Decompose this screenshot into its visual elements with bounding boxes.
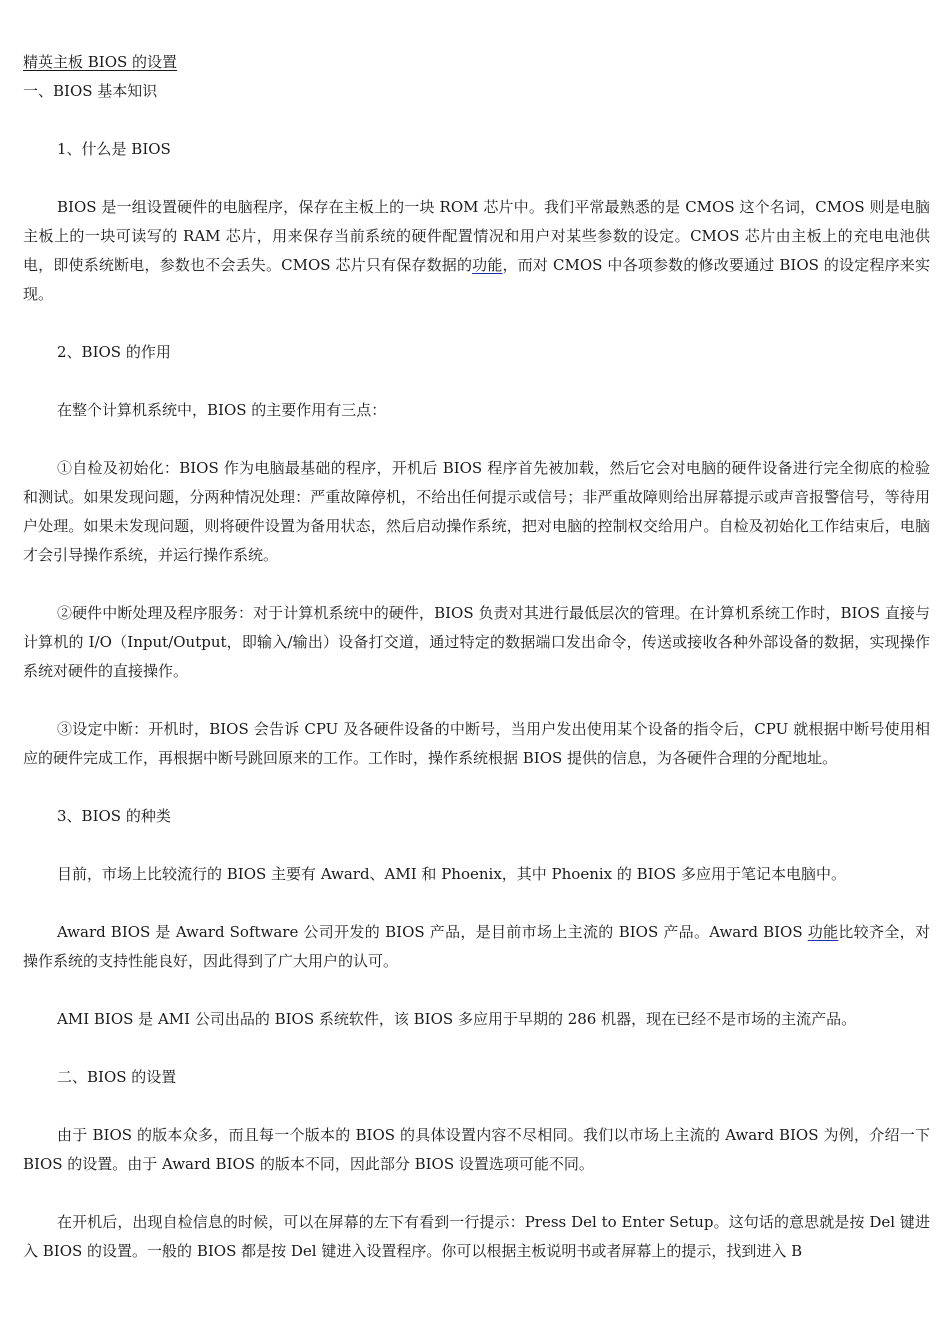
section-heading-basics: 一、BIOS 基本知识 [23, 82, 158, 100]
paragraph-ami-bios: AMI BIOS 是 AMI 公司出品的 BIOS 系统软件，该 BIOS 多应用于早期的 286 机器，现在已经不是市场的主流产品。 [57, 1010, 857, 1028]
spacer [23, 686, 930, 715]
spacer [23, 1092, 930, 1121]
spacer [23, 1179, 930, 1208]
spacer [23, 889, 930, 918]
spacer [23, 367, 930, 396]
spacer [23, 164, 930, 193]
spacer [23, 976, 930, 1005]
function-link[interactable]: 功能 [472, 256, 503, 274]
spacer [23, 309, 930, 338]
paragraph-set-interrupts: ③设定中断：开机时，BIOS 会告诉 CPU 及各硬件设备的中断号，当用户发出使用某个设备的指令后，CPU 就根据中断号使用相应的硬件完成工作，再根据中断号跳回原来的工作。工作时，操作系统根据 BIOS 提供的信息，为各硬件合理的分配地址。 [23, 720, 930, 767]
spacer [23, 1034, 930, 1063]
section-heading-settings: 二、BIOS 的设置 [57, 1068, 177, 1086]
spacer [23, 831, 930, 860]
subheading-bios-types: 3、BIOS 的种类 [57, 807, 171, 825]
spacer [23, 425, 930, 454]
spacer [23, 570, 930, 599]
paragraph-bios-market: 目前，市场上比较流行的 BIOS 主要有 Award、AMI 和 Phoenix，其中 Phoenix 的 BIOS 多应用于笔记本电脑中。 [57, 865, 846, 883]
spacer [23, 773, 930, 802]
spacer [23, 106, 930, 135]
document-page [23, 48, 930, 1266]
paragraph-text: 比较齐全，对操作系统的支持性能良好，因此得到了广大用户的认可。 [23, 923, 930, 970]
paragraph-interrupt-handling: ②硬件中断处理及程序服务：对于计算机系统中的硬件，BIOS 负责对其进行最低层次的管理。在计算机系统工作时，BIOS 直接与计算机的 I/O（Input/Output，即输入/输出）设备打交道，通过特定的数据端口发出命令，传送或接收各种外部设备的数据，实现操作系统对硬件的直接操作。 [23, 604, 930, 680]
subheading-what-is-bios: 1、什么是 BIOS [57, 140, 171, 158]
paragraph-text: BIOS 是一组设置硬件的电脑程序，保存在主板上的一块 ROM 芯片中。我们平常最熟悉的是 CMOS 这个名词，CMOS 则是电脑主板上的一块可读写的 RAM 芯片，用来保存当前系统的硬件配置情况和用户对某些参数的设定。CMOS 芯片由主板上的充电电池供电，即使系统断电，参数也不会丢失。CMOS 芯片只有保存数据的 [23, 198, 930, 274]
paragraph-award-bios [23, 918, 930, 976]
paragraph-text: Award BIOS 是 Award Software 公司开发的 BIOS 产品，是目前市场上主流的 BIOS 产品。Award BIOS [57, 923, 808, 941]
paragraph-bios-definition [23, 193, 930, 309]
function-link[interactable]: 功能 [807, 923, 839, 941]
paragraph-self-test: ①自检及初始化：BIOS 作为电脑最基础的程序，开机后 BIOS 程序首先被加载，然后它会对电脑的硬件设备进行完全彻底的检验和测试。如果发现问题，分两种情况处理：严重故障停机，不给出任何提示或信号；非严重故障则给出屏幕提示或声音报警信号，等待用户处理。如果未发现问题，则将硬件设置为备用状态，然后启动操作系统，把对电脑的控制权交给用户。自检及初始化工作结束后，电脑才会引导操作系统，并运行操作系统。 [23, 459, 930, 564]
paragraph-three-roles-intro: 在整个计算机系统中，BIOS 的主要作用有三点： [57, 401, 387, 419]
subheading-bios-role: 2、BIOS 的作用 [57, 343, 171, 361]
document-title: 精英主板 BIOS 的设置 [23, 53, 178, 71]
paragraph-versions: 由于 BIOS 的版本众多，而且每一个版本的 BIOS 的具体设置内容不尽相同。我们以市场上主流的 Award BIOS 为例，介绍一下 BIOS 的设置。由于 Award BIOS 的版本不同，因此部分 BIOS 设置选项可能不同。 [23, 1126, 930, 1173]
paragraph-text: ，而对 CMOS 中各项参数的修改要通过 BIOS 的设定程序来实现。 [23, 256, 930, 303]
paragraph-enter-setup: 在开机后，出现自检信息的时候，可以在屏幕的左下有看到一行提示：Press Del to Enter Setup。这句话的意思就是按 Del 键进入 BIOS 的设置。一般的 BIOS 都是按 Del 键进入设置程序。你可以根据主板说明书或者屏幕上的提示，找到进入 B [23, 1213, 930, 1260]
